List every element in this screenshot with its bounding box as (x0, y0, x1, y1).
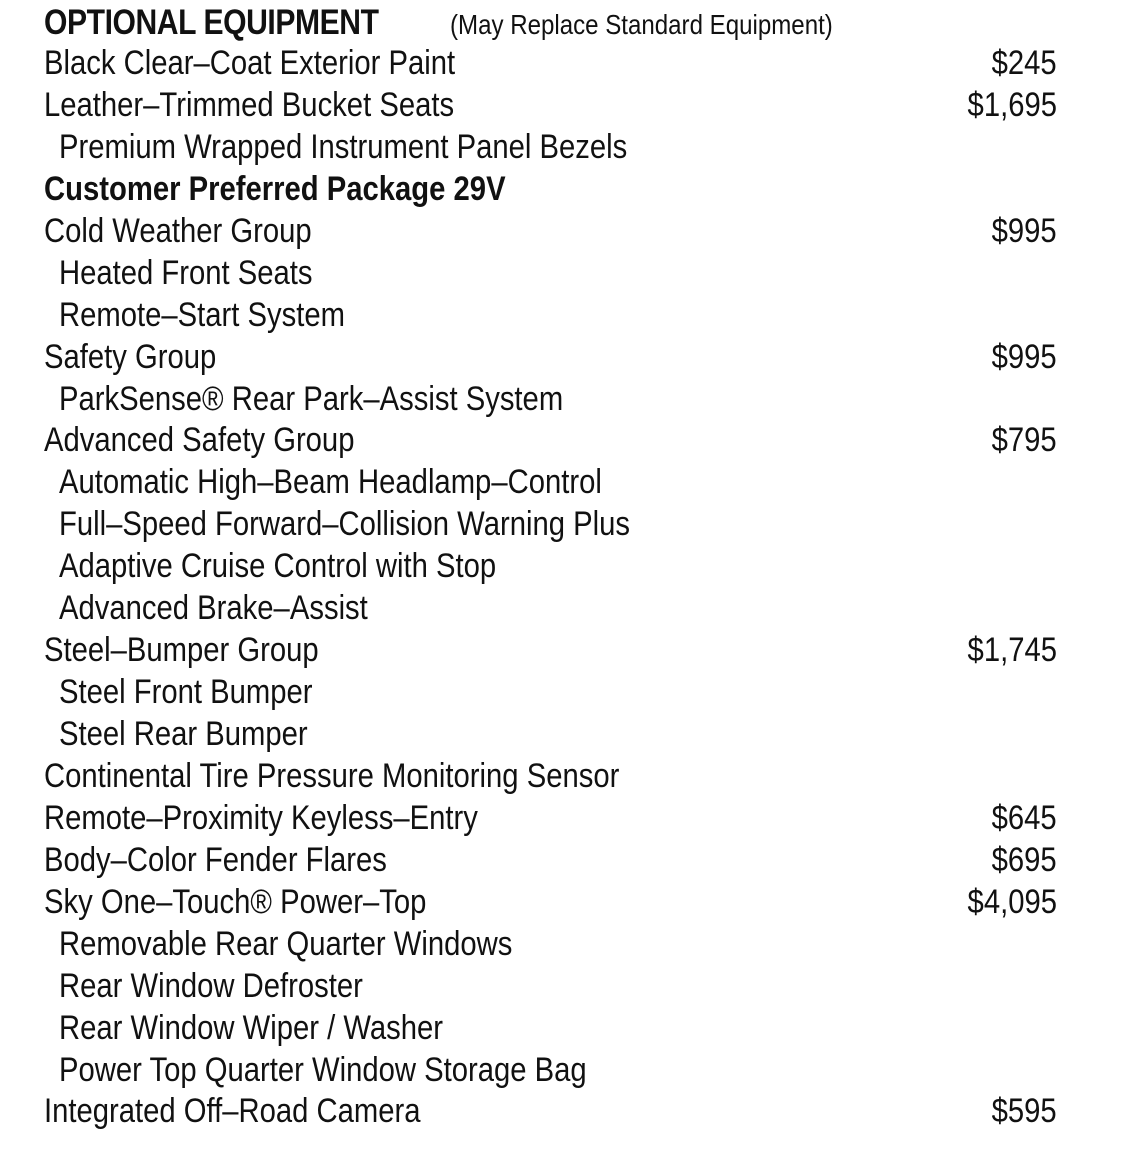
equipment-item-row (0, 839, 1125, 881)
equipment-subitem-row (0, 461, 1125, 503)
item-label: Integrated Off–Road Camera (44, 1092, 421, 1131)
item-price: $645 (991, 798, 1057, 837)
item-label: Remote–Start System (59, 295, 346, 334)
item-price: $1,745 (967, 631, 1057, 670)
equipment-subitem-row (0, 294, 1125, 336)
item-price: $1,695 (967, 85, 1057, 124)
item-label: Body–Color Fender Flares (44, 840, 387, 879)
item-label: Premium Wrapped Instrument Panel Bezels (59, 127, 628, 166)
equipment-subitem-row (0, 1007, 1125, 1049)
item-label: Heated Front Seats (59, 253, 313, 292)
item-label: Safety Group (44, 337, 217, 376)
item-label: Leather–Trimmed Bucket Seats (44, 85, 455, 124)
item-price: $995 (991, 337, 1057, 376)
package-heading-row (0, 168, 1125, 210)
equipment-item-row (0, 1090, 1125, 1132)
item-label: Power Top Quarter Window Storage Bag (59, 1050, 587, 1089)
item-label: Steel Front Bumper (59, 673, 313, 712)
item-price: $995 (991, 211, 1057, 250)
item-label: Remote–Proximity Keyless–Entry (44, 798, 478, 837)
equipment-subitem-row (0, 503, 1125, 545)
equipment-list (0, 42, 1125, 1132)
item-label: Cold Weather Group (44, 211, 312, 250)
item-label: Continental Tire Pressure Monitoring Sensor (44, 756, 620, 795)
item-label: Advanced Safety Group (44, 421, 355, 460)
equipment-item-row (0, 881, 1125, 923)
equipment-item-row (0, 797, 1125, 839)
item-label: Sky One–Touch® Power–Top (44, 882, 427, 921)
item-label: Rear Window Defroster (59, 966, 363, 1005)
item-price: $245 (991, 44, 1057, 82)
equipment-item-row (0, 42, 1125, 84)
item-label: Steel Rear Bumper (59, 715, 308, 753)
item-label: Removable Rear Quarter Windows (59, 924, 513, 963)
section-header (44, 2, 833, 44)
item-label: Adaptive Cruise Control with Stop (59, 547, 497, 586)
item-price: $595 (991, 1092, 1057, 1131)
section-title: OPTIONAL EQUIPMENT (44, 3, 379, 42)
equipment-subitem-row (0, 923, 1125, 965)
equipment-item-row (0, 84, 1125, 126)
equipment-subitem-row (0, 713, 1125, 755)
equipment-subitem-row (0, 126, 1125, 168)
equipment-item-row (0, 755, 1125, 797)
item-price: $695 (991, 840, 1057, 879)
equipment-subitem-row (0, 671, 1125, 713)
item-label: ParkSense® Rear Park–Assist System (59, 379, 564, 418)
equipment-subitem-row (0, 965, 1125, 1007)
equipment-item-row (0, 210, 1125, 252)
item-label: Full–Speed Forward–Collision Warning Plus (59, 505, 630, 544)
equipment-subitem-row (0, 545, 1125, 587)
item-label: Advanced Brake–Assist (59, 589, 368, 628)
item-label: Steel–Bumper Group (44, 631, 319, 670)
equipment-subitem-row (0, 587, 1125, 629)
equipment-subitem-row (0, 378, 1125, 420)
section-subtitle: (May Replace Standard Equipment) (450, 9, 833, 40)
item-label: Black Clear–Coat Exterior Paint (44, 44, 456, 82)
item-label: Automatic High–Beam Headlamp–Control (59, 463, 602, 502)
equipment-item-row (0, 336, 1125, 378)
equipment-item-row (0, 629, 1125, 671)
item-price: $795 (991, 421, 1057, 460)
item-label: Rear Window Wiper / Washer (59, 1008, 444, 1047)
equipment-item-row (0, 419, 1125, 461)
equipment-subitem-row (0, 1049, 1125, 1091)
item-price: $4,095 (967, 882, 1057, 921)
equipment-subitem-row (0, 252, 1125, 294)
package-heading: Customer Preferred Package 29V (44, 169, 506, 208)
